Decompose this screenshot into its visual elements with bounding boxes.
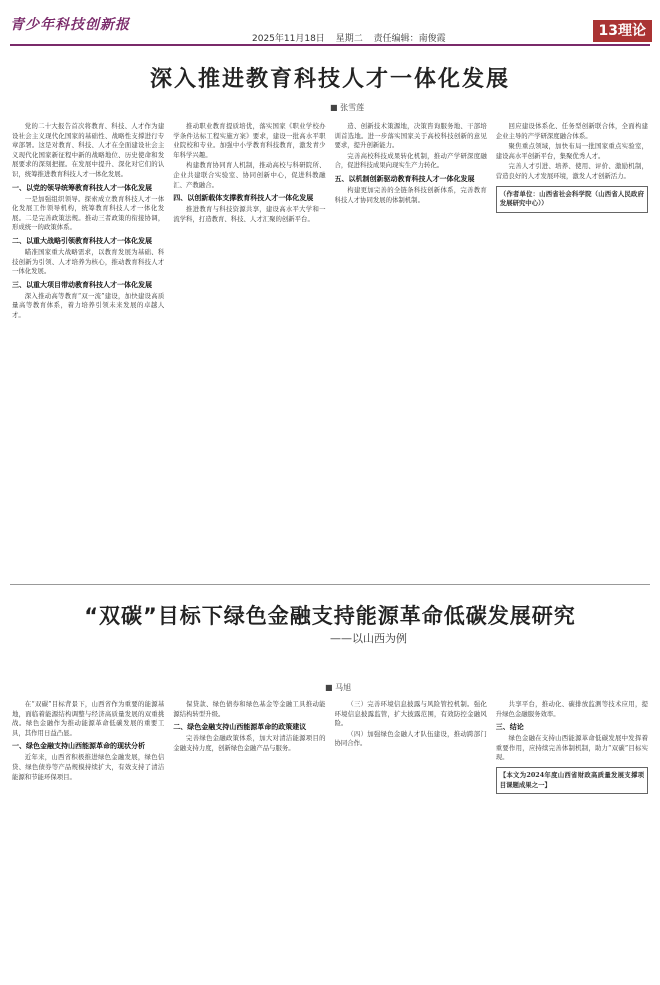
paragraph: 回应建设体系化、任务型创新联合体，全面构建企业主导的产学研深度融合体系。	[495, 122, 648, 140]
article2-title: “双碳”目标下绿色金融支持能源革命低碳发展研究	[84, 604, 576, 628]
article1-title: 深入推进教育科技人才一体化发展	[149, 67, 510, 92]
paragraph: 推进教育与科技资源共享，建设高水平大学和一流学科，打造教育、科技、人才汇聚的创新平台。	[173, 205, 326, 223]
paragraph: 推动职业教育提质培优，落实国家《职业学校办学条件达标工程实施方案》要求，建设一批高水平职业院校和专业。加强中小学教育科技教育，激发青少年科学兴趣。	[173, 122, 326, 159]
paragraph: 在“双碳”目标背景下，山西省作为重要的能源基地，面临着能源结构调整与经济高质量发展的双重挑战。绿色金融作为推动能源革命低碳发展的重要工具，其作用日益凸显。	[12, 700, 165, 737]
paragraph: 绿色金融在支持山西能源革命低碳发展中发挥着重要作用，应持续完善体制机制，助力“双碳”目标实现。	[495, 734, 648, 762]
paragraph: 构建更加完善的全链条科技创新体系，完善教育科技人才协同发展的体制机制。	[334, 185, 487, 204]
paragraph: 完善绿色金融政策体系，加大对清洁能源项目的金融支持力度，创新绿色金融产品与服务。	[173, 734, 326, 752]
paragraph: 聚焦重点领域，加快布局一批国家重点实验室，建设高水平创新平台，集聚优秀人才。	[495, 142, 648, 160]
article2-column	[335, 700, 487, 978]
newspaper-logo: 青少年科技创新报	[10, 17, 130, 33]
article1-column	[12, 122, 164, 577]
paragraph: 保贷款、绿色债券和绿色基金等金融工具推动能源结构转型升级。	[173, 700, 326, 718]
section-heading: 五、以机制创新驱动教育科技人才一体化发展	[334, 173, 475, 183]
page-header	[0, 0, 660, 46]
section-heading: 二、以重大战略引领教育科技人才一体化发展	[12, 235, 152, 245]
paragraph: 共享平台，推动化、碳排放监测等技术应用，提升绿色金融服务效率。	[495, 700, 648, 718]
paragraph: 完善人才引进、培养、使用、评价、激励机制，营造良好的人才发展环境，激发人才创新活力。	[495, 162, 648, 180]
article1-column	[173, 122, 325, 577]
article2-subtitle: ——以山西为例	[330, 632, 407, 645]
section-heading: 一、以党的领导统筹教育科技人才一体化发展	[12, 182, 152, 192]
article2-author: ■ 马旭	[325, 683, 352, 692]
article2-column	[12, 700, 164, 978]
paragraph: 瞄准国家重大战略需求，以教育发展为基础、科技创新为引领、人才培养为核心，推动教育科技人才一体化发展。	[12, 247, 165, 276]
article1-body	[12, 122, 648, 577]
article2-column	[496, 700, 648, 978]
paragraph: 深入推动高等教育“双一流”建设，加快建设高质量高等教育体系，着力培养引领未来发展的卓越人才。	[12, 291, 165, 319]
article-divider	[10, 584, 650, 585]
article1-column	[496, 122, 648, 577]
paragraph: 构建教育协同育人机制，推动高校与科研院所、企业共建联合实验室、协同创新中心，促进科教融汇、产教融合。	[173, 161, 326, 189]
paragraph: 党的二十大报告首次将教育、科技、人才作为建设社会主义现代化国家的基础性、战略性支撑进行专章部署。这是对教育、科技、人才在全面建设社会主义现代化国家新征程中新的战略地位、历史使命和发展要求的深刻把握。在发展中提升、深化对它们的认识，统筹推进教育科技人才一体化发展。	[12, 122, 165, 178]
paragraph: 一是加强组织领导。探索成立教育科技人才一体化发展工作领导机构，统筹教育科技人才一体化发展。二是完善政策法规。推动三者政策的衔接协调，形成统一的政策体系。	[12, 194, 165, 232]
paragraph: （三）完善环境信息披露与风险管控机制。强化环境信息披露监管，扩大披露范围，有效防控金融风险。	[334, 700, 487, 728]
funding-note-box: 【本文为2024年度山西省财政高质量发展支撑项目课题成果之一】	[496, 767, 648, 794]
article2-column	[173, 700, 325, 978]
section-heading: 四、以创新载体支撑教育科技人才一体化发展	[173, 193, 314, 203]
article1-author: ■ 张雪莲	[330, 103, 365, 112]
section-heading: 三、以重大项目带动教育科技人才一体化发展	[12, 279, 152, 289]
paragraph: （四）加强绿色金融人才队伍建设，推动跨部门协同合作。	[334, 729, 487, 748]
paragraph: 造、创新技术策源地，决策咨询服务地、干部培训首选地。进一步落实国家关于高校科技创新的意见要求，提升创新能力。	[334, 122, 487, 150]
paragraph: 近年来，山西省积极推进绿色金融发展，绿色信贷、绿色债券等产品规模持续扩大，有效支持了清洁能源和节能环保项目。	[12, 753, 165, 781]
header-rule	[10, 44, 650, 46]
section-heading: 二、绿色金融支持山西能源革命的政策建议	[173, 722, 307, 732]
article2-body	[12, 700, 648, 978]
issue-date: 2025年11月18日	[252, 34, 325, 44]
issue-weekday: 星期二	[335, 34, 363, 44]
article1-column	[335, 122, 487, 577]
paragraph: 完善高校科技成果转化机制，推动产学研深度融合，促进科技成果向现实生产力转化。	[334, 151, 487, 170]
editor-credit: 责任编辑：南俊霞	[373, 34, 446, 44]
issue-meta	[252, 31, 454, 44]
section-heading: 一、绿色金融支持山西能源革命的现状分析	[12, 741, 145, 751]
page-number-badge: 13理论	[593, 20, 652, 42]
section-heading: 三、结论	[495, 722, 524, 732]
author-affiliation-box: （作者单位：山西省社会科学院（山西省人民政府发展研究中心））	[496, 186, 648, 213]
